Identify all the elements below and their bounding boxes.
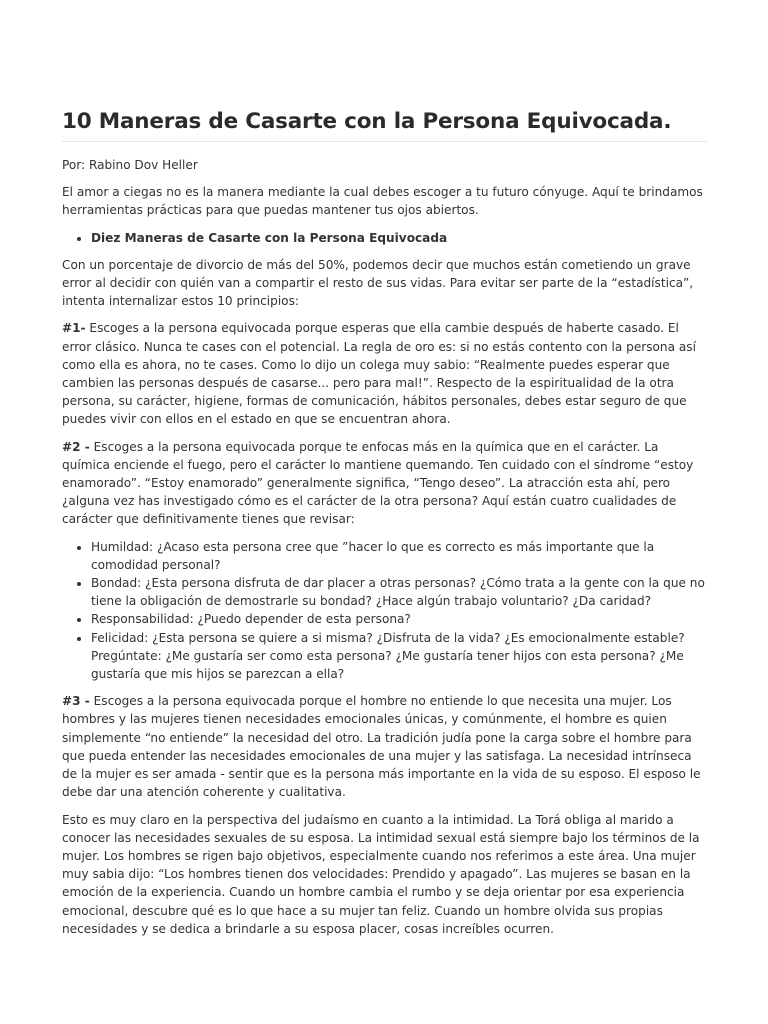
point-text: Escoges a la persona equivocada porque esperas que ella cambie después de haberte casado. El error clásico. Nunca te cases con el potencial. La regla de oro es: si no estás contento con la persona así como ella es ahora, no te cases. Como lo dijo un colega muy sabio: “Realmente puedes esperar que cambien las personas después de casarse... pero para mal!”. Respecto de la espiritualidad de la otra persona, su carácter, higiene, formas de comunicación, hábitos personales, debes estar seguro de que puedes vivir con ellos en el estado en que se encuentran ahora. <box>62 321 696 427</box>
section-bullet: • Diez Maneras de Casarte con la Persona Equivocada <box>91 229 707 247</box>
list-item: • Responsabilidad: ¿Puedo depender de esta persona? <box>91 610 707 628</box>
list-item: • Humildad: ¿Acaso esta persona cree que ”hacer lo que es correcto es más importante que la comodidad personal? <box>91 538 707 574</box>
page-title: 10 Maneras de Casarte con la Persona Equivocada. <box>62 109 672 134</box>
intro-paragraph: El amor a ciegas no es la manera mediante la cual debes escoger a tu futuro cónyuge. Aquí te brindamos herramientas prácticas para que puedas mantener tus ojos abiertos. <box>62 185 703 218</box>
closing-paragraph: Esto es muy claro en la perspectiva del judaísmo en cuanto a la intimidad. La Torá obliga al marido a conocer las necesidades sexuales de su esposa. La intimidad sexual está siempre bajo los términos de la mujer. Los hombres se rigen bajo objetivos, especialmente cuando nos referimos a este área. Una mujer muy sabia dijo: “Los hombres tienen dos velocidades: Prendido y apagado”. Las mujeres se basan en la emoción de la experiencia. Cuando un hombre cambia el rumbo y se deja orientar por esa experiencia emocional, descubre qué es lo que hace a su mujer tan feliz. Cuando un hombre olvida sus propias necesidades y se dedica a brindarle a su esposa placer, cosas increíbles ocurren. <box>62 812 700 936</box>
point-label: #3 - <box>62 694 90 709</box>
qualities-list <box>62 538 707 684</box>
point-label: #1- <box>62 321 86 336</box>
title-divider <box>62 141 707 142</box>
point-paragraph <box>62 319 707 428</box>
list-item: • Felicidad: ¿Esta persona se quiere a si misma? ¿Disfruta de la vida? ¿Es emocionalmente estable? Pregúntate: ¿Me gustaría ser como esta persona? ¿Me gustaría tener hijos con esta persona? ¿Me gustaría que mis hijos se parezcan a ella? <box>91 629 707 684</box>
point-paragraph <box>62 438 707 529</box>
list-item: • Bondad: ¿Esta persona disfruta de dar placer a otras personas? ¿Cómo trata a la gente con la que no tiene la obligación de demostrarle su bondad? ¿Hace algún trabajo voluntario? ¿Da caridad? <box>91 574 707 610</box>
point-label: #2 - <box>62 439 90 454</box>
byline: Por: Rabino Dov Heller <box>62 158 198 172</box>
point-text: Escoges a la persona equivocada porque el hombre no entiende lo que necesita una mujer. Los hombres y las mujeres tienen necesidades emocionales únicas, y comúnmente, el hombre es quien simplemente “no entiende” la necesidad del otro. La tradición judía pone la carga sobre el hombre para que pueda entender las necesidades emocionales de una mujer y las satisfaga. La necesidad intrínseca de la mujer es ser amada - sentir que es la persona más importante en la vida de su esposo. El esposo le debe dar una atención coherente y cualitativa. <box>62 694 701 800</box>
point-paragraph <box>62 692 707 801</box>
point-text: Escoges a la persona equivocada porque te enfocas más en la química que en el carácter. La química enciende el fuego, pero el carácter lo mantiene quemando. Ten cuidado con el síndrome “estoy enamorado”. “Estoy enamorado” generalmente significa, “Tengo deseo”. La atracción esta ahí, pero ¿alguna vez has investigado cómo es el carácter de la otra persona? Aquí están cuatro cualidades de carácter que definitivamente tienes que revisar: <box>62 439 694 527</box>
section-bullet-list <box>62 229 707 247</box>
lead-paragraph: Con un porcentaje de divorcio de más del 50%, podemos decir que muchos están cometiendo un grave error al decidir con quién van a compartir el resto de sus vidas. Para evitar ser parte de la “estadística”, intenta internalizar estos 10 principios: <box>62 257 694 309</box>
